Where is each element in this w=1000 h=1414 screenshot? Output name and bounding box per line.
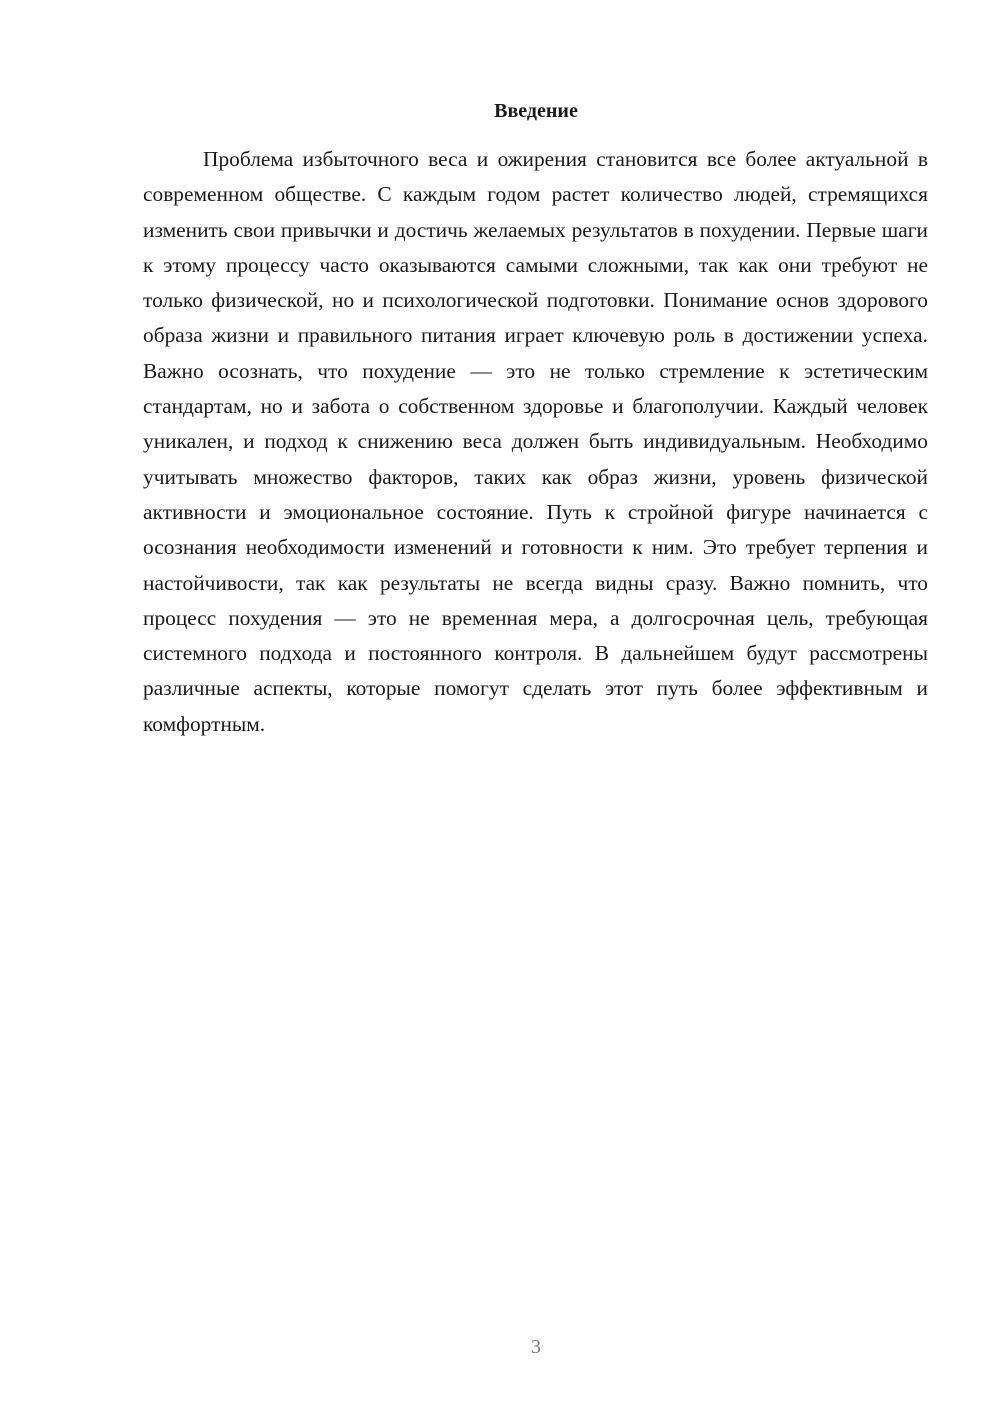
page-number: 3 (531, 1336, 541, 1358)
intro-paragraph: Проблема избыточного веса и ожирения становится все более актуальной в современном обществе. С каждым годом растет количество людей, стремящихся изменить свои привычки и достичь желаемых результатов в похудении. Первые шаги к этому процессу часто оказываются самыми сложными, так как они требуют не только физической, но и психологической подготовки. Понимание основ здорового образа жизни и правильного питания играет ключевую роль в достижении успеха. Важно осознать, что похудение — это не только стремление к эстетическим стандартам, но и забота о собственном здоровье и благополучии. Каждый человек уникален, и подход к снижению веса должен быть индивидуальным. Необходимо учитывать множество факторов, таких как образ жизни, уровень физической активности и эмоциональное состояние. Путь к стройной фигуре начинается с осознания необходимости изменений и готовности к ним. Это требует терпения и настойчивости, так как результаты не всегда видны сразу. Важно помнить, что процесс похудения — это не временная мера, а долгосрочная цель, требующая системного подхода и постоянного контроля. В дальнейшем будут рассмотрены различные аспекты, которые помогут сделать этот путь более эффективным и комфортным. (143, 147, 928, 736)
section-heading: Введение (494, 100, 578, 122)
